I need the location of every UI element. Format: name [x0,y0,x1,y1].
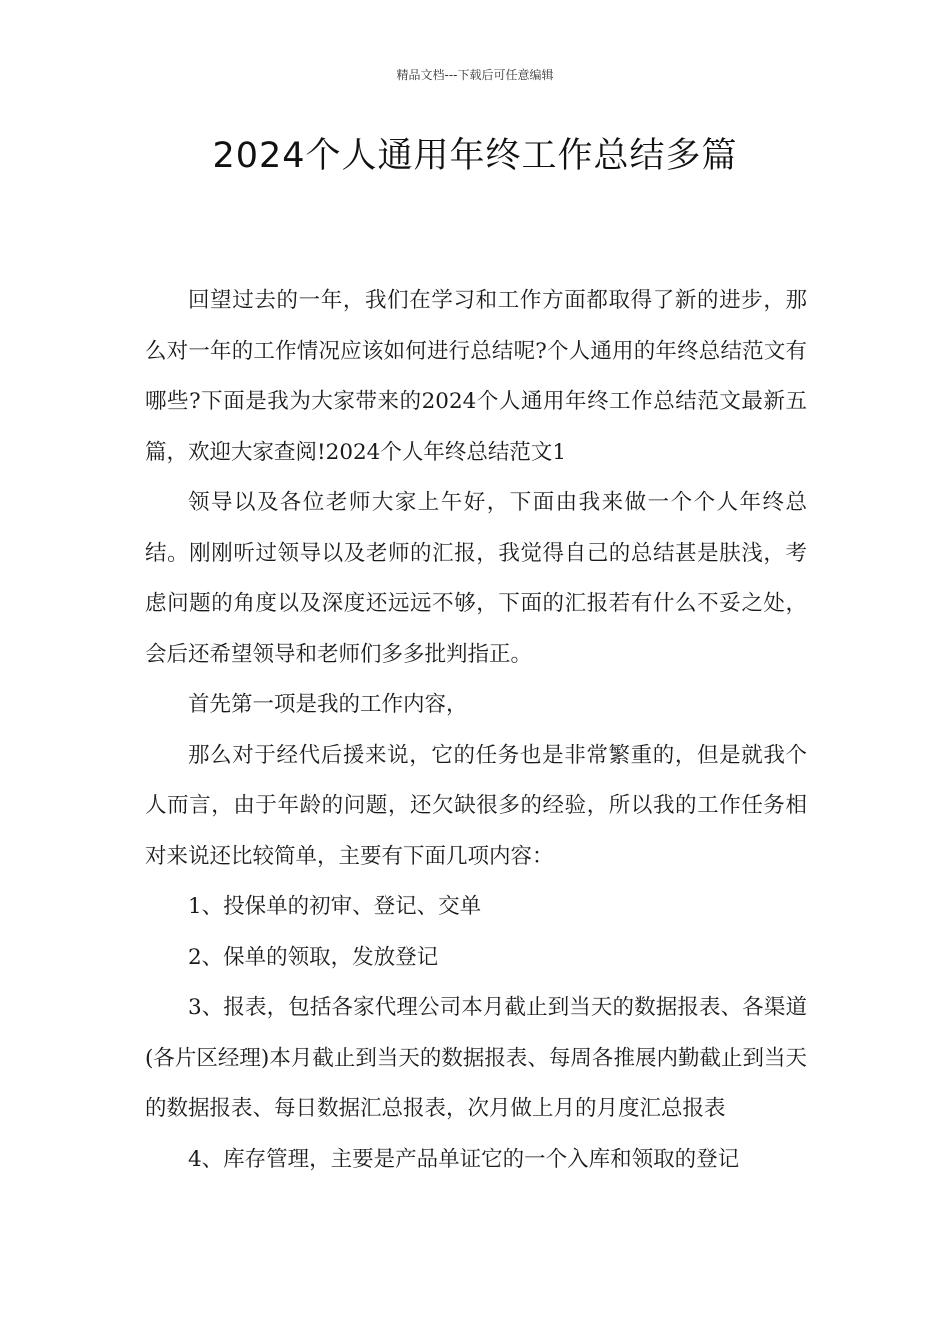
list-item-1: 1、投保单的初审、登记、交单 [188,894,482,919]
paragraph-work-heading: 首先第一项是我的工作内容， [188,692,468,717]
list-item-3: 3、报表，包括各家代理公司本月截止到当天的数据报表、各渠道(各片区经理)本月截止到当天的数据报表、每周各推展内勤截止到当天的数据报表、每日数据汇总报表，次月做上月的月度汇总报表 [145,995,807,1121]
list-item-4: 4、库存管理，主要是产品单证它的一个入库和领取的登记 [188,1146,740,1172]
document-body [145,276,807,1185]
paragraph-work-description: 那么对于经代后援来说，它的任务也是非常繁重的，但是就我个人而言，由于年龄的问题，还欠缺很多的经验，所以我的工作任务相对来说还比较简单，主要有下面几项内容： [145,742,807,869]
paragraph-intro: 回望过去的一年，我们在学习和工作方面都取得了新的进步，那么对一年的工作情况应该如何进行总结呢?个人通用的年终总结范文有哪些?下面是我为大家带来的2024个人通用年终工作总结范文最新五篇，欢迎大家查阅!2024个人年终总结范文1 [145,288,807,465]
header-note: 精品文档---下载后可任意编辑 [396,68,554,82]
document-title: 2024个人通用年终工作总结多篇 [212,136,738,176]
list-item-2: 2、保单的领取，发放登记 [188,944,439,970]
paragraph-greeting: 领导以及各位老师大家上午好，下面由我来做一个个人年终总结。刚刚听过领导以及老师的汇报，我觉得自己的总结甚是肤浅，考虑问题的角度以及深度还远远不够，下面的汇报若有什么不妥之处，会后还希望领导和老师们多多批判指正。 [145,490,807,667]
